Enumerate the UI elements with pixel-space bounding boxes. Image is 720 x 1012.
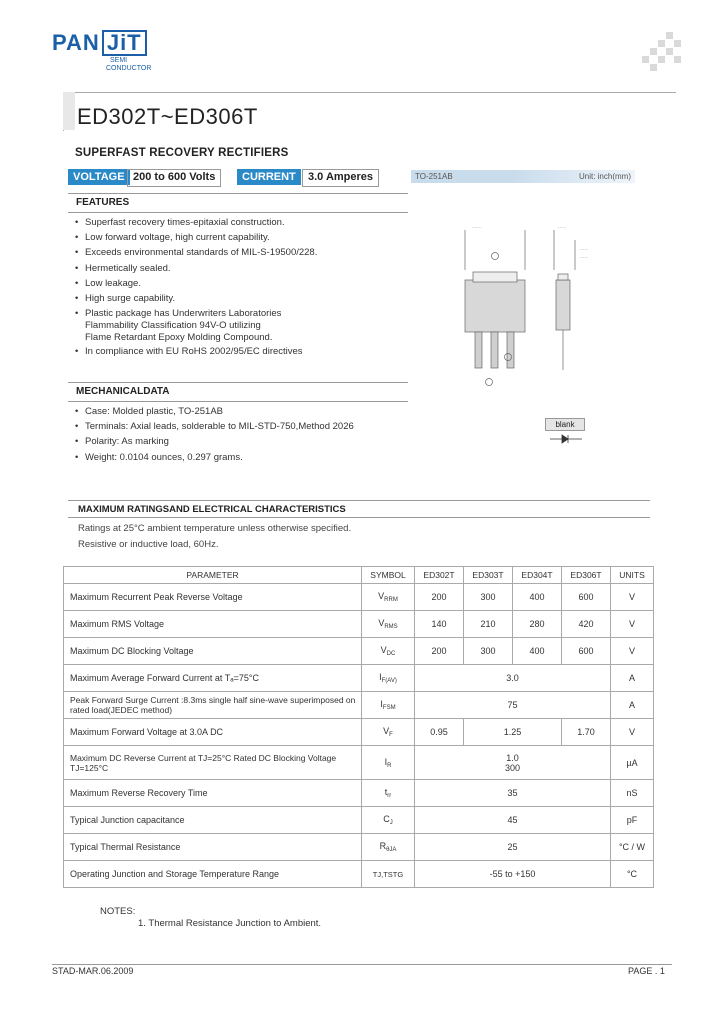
- symbol-cell: [362, 834, 415, 861]
- mech-item: • Weight: 0.0104 ounces, 0.297 grams.: [75, 450, 354, 465]
- symbol-sub: DC: [386, 651, 396, 657]
- value-cell: 400: [513, 584, 562, 611]
- value-cell: 1.25: [464, 719, 562, 746]
- value-cell: 300: [464, 638, 513, 665]
- logo-sub-conductor: CONDUCTOR: [106, 65, 152, 72]
- param-cell: Operating Junction and Storage Temperature Range: [64, 861, 362, 888]
- value-cell: 200: [415, 638, 464, 665]
- table-row: [64, 584, 654, 611]
- symbol-text: TJ,TSTG: [372, 869, 404, 879]
- param-cell: Maximum Reverse Recovery Time: [64, 780, 362, 807]
- symbol-sub: RMS: [384, 624, 398, 630]
- feature-item: • Low leakage.: [75, 276, 317, 291]
- svg-text:.......: .......: [472, 224, 482, 230]
- mech-item: • Case: Molded plastic, TO-251AB: [75, 404, 354, 419]
- unit-cell: A: [611, 692, 654, 719]
- ratings-note-1: Ratings at 25°C ambient temperature unless otherwise specified.: [78, 523, 352, 534]
- symbol-cell: [362, 584, 415, 611]
- features-list: [75, 215, 317, 359]
- value-cell: 140: [415, 611, 464, 638]
- merged-value-cell: -55 to +150: [415, 861, 611, 888]
- ratings-heading: MAXIMUM RATINGSAND ELECTRICAL CHARACTERISTICS: [78, 504, 346, 515]
- feature-item: • High surge capability.: [75, 291, 317, 306]
- symbol-sub: F(AV): [381, 678, 397, 684]
- ratings-note-2: Resistive or inductive load, 60Hz.: [78, 539, 219, 550]
- param-cell: Peak Forward Surge Current :8.3ms single half sine-wave superimposed on rated load(JEDEC method): [64, 692, 362, 719]
- param-cell: Typical Junction capacitance: [64, 807, 362, 834]
- panjit-logo: [52, 30, 147, 56]
- table-row: [64, 692, 654, 719]
- feature-item: • Superfast recovery times-epitaxial construction.: [75, 215, 317, 230]
- value-cell: 280: [513, 611, 562, 638]
- table-row: [64, 746, 654, 780]
- value-cell: 600: [562, 638, 611, 665]
- features-heading: FEATURES: [76, 197, 130, 208]
- marking-label: blank: [545, 418, 585, 431]
- symbol-text: t: [384, 787, 388, 797]
- symbol-text: V: [378, 618, 385, 628]
- symbol-sub: F: [389, 732, 393, 738]
- feature-item: • Exceeds environmental standards of MIL-S-19500/228.: [75, 245, 317, 260]
- symbol-text: I: [380, 699, 383, 709]
- ir-125c: 300: [504, 762, 521, 773]
- unit-cell: A: [611, 665, 654, 692]
- merged-value-cell: 3.0: [415, 665, 611, 692]
- merged-value-cell: [415, 746, 611, 780]
- table-row: [64, 665, 654, 692]
- current-value: 3.0 Amperes: [302, 169, 379, 187]
- package-unit: Unit: inch(mm): [578, 172, 631, 181]
- subtitle: SUPERFAST RECOVERY RECTIFIERS: [75, 147, 289, 159]
- ratings-heading-bar: [68, 500, 650, 518]
- unit-cell: V: [611, 611, 654, 638]
- package-outline-drawing: [440, 210, 640, 460]
- param-cell: Maximum Average Forward Current at Tₐ=75°C: [64, 665, 362, 692]
- ratings-table: [63, 566, 654, 888]
- value-cell: 210: [464, 611, 513, 638]
- param-cell: Maximum DC Reverse Current at TJ=25°C Rated DC Blocking Voltage TJ=125°C: [64, 746, 362, 780]
- col-parameter: PARAMETER: [64, 567, 362, 584]
- voltage-label: VOLTAGE: [68, 169, 130, 185]
- package-name: TO-251AB: [415, 172, 453, 181]
- symbol-sub: rr: [387, 793, 392, 799]
- col-ed302t: ED302T: [415, 567, 464, 584]
- symbol-cell: [362, 807, 415, 834]
- symbol-text: V: [383, 726, 390, 736]
- svg-text:......: ......: [558, 224, 567, 230]
- mech-heading: MECHANICALDATA: [76, 386, 170, 397]
- table-row: [64, 807, 654, 834]
- symbol-cell: [362, 861, 415, 888]
- note-item: 1. Thermal Resistance Junction to Ambient.: [138, 918, 322, 929]
- param-cell: Maximum Recurrent Peak Reverse Voltage: [64, 584, 362, 611]
- unit-cell: pF: [611, 807, 654, 834]
- footer-date: STAD-MAR.06.2009: [52, 966, 134, 976]
- merged-value-cell: 45: [415, 807, 611, 834]
- current-label: CURRENT: [237, 169, 301, 185]
- merged-value-cell: 25: [415, 834, 611, 861]
- value-cell: 1.70: [562, 719, 611, 746]
- table-row: [64, 719, 654, 746]
- value-cell: 400: [513, 638, 562, 665]
- table-row: [64, 611, 654, 638]
- symbol-sub: θJA: [386, 847, 397, 853]
- symbol-text: I: [384, 756, 388, 767]
- mech-item: • Terminals: Axial leads, solderable to MIL-STD-750,Method 2026: [75, 419, 354, 434]
- table-row: [64, 780, 654, 807]
- logo-sub-semi: SEMI: [110, 57, 128, 64]
- col-symbol: SYMBOL: [362, 567, 415, 584]
- logo-pan-text: PAN: [52, 30, 100, 55]
- symbol-text: R: [379, 841, 387, 851]
- table-row: [64, 861, 654, 888]
- value-cell: 420: [562, 611, 611, 638]
- col-ed303t: ED303T: [464, 567, 513, 584]
- param-cell: Maximum RMS Voltage: [64, 611, 362, 638]
- feature-item: • Low forward voltage, high current capability.: [75, 230, 317, 245]
- unit-cell: nS: [611, 780, 654, 807]
- page-title: ED302T~ED306T: [77, 104, 258, 129]
- symbol-text: V: [378, 591, 385, 601]
- table-row: [64, 638, 654, 665]
- ir-25c: 1.0: [506, 752, 519, 763]
- symbol-cell: [362, 719, 415, 746]
- symbol-text: I: [379, 672, 382, 682]
- logo-jit-text: JiT: [102, 30, 147, 56]
- symbol-cell: [362, 611, 415, 638]
- col-units: UNITS: [611, 567, 654, 584]
- feature-item: • In compliance with EU RoHS 2002/95/EC directives: [75, 344, 317, 359]
- col-ed306t: ED306T: [562, 567, 611, 584]
- symbol-text: V: [380, 645, 387, 655]
- symbol-cell: [362, 780, 415, 807]
- title-tab: [63, 92, 75, 130]
- unit-cell: °C / W: [611, 834, 654, 861]
- footer-divider: [52, 964, 672, 965]
- features-heading-bar: [68, 193, 408, 213]
- symbol-sub: RRM: [384, 597, 398, 603]
- value-cell: 300: [464, 584, 513, 611]
- decorative-squares-icon: [642, 32, 682, 72]
- symbol-cell: [362, 692, 415, 719]
- mech-heading-bar: [68, 382, 408, 402]
- table-row: [64, 834, 654, 861]
- symbol-sub: R: [387, 762, 392, 769]
- symbol-text: C: [383, 814, 390, 824]
- symbol-cell: [362, 665, 415, 692]
- unit-cell: V: [611, 584, 654, 611]
- feature-plastic-1: Plastic package has Underwriters Laboratories: [85, 308, 282, 320]
- logo-subtitle: [106, 57, 151, 73]
- mech-list: [75, 404, 354, 465]
- notes-heading: NOTES:: [100, 906, 136, 917]
- col-ed304t: ED304T: [513, 567, 562, 584]
- feature-plastic-2: Flammability Classification 94V-O utilizing: [85, 320, 261, 332]
- unit-cell: V: [611, 638, 654, 665]
- param-cell: Typical Thermal Resistance: [64, 834, 362, 861]
- package-bar: [411, 170, 635, 183]
- symbol-cell: [362, 638, 415, 665]
- unit-cell: °C: [611, 861, 654, 888]
- table-header-row: [64, 567, 654, 584]
- diode-symbol-icon: [548, 432, 584, 446]
- value-cell: 0.95: [415, 719, 464, 746]
- svg-text:......: ......: [580, 254, 589, 260]
- unit-cell: µA: [611, 746, 654, 780]
- voltage-value: 200 to 600 Volts: [127, 169, 221, 187]
- merged-value-cell: 75: [415, 692, 611, 719]
- symbol-cell: [362, 746, 415, 780]
- footer-page: PAGE . 1: [628, 966, 665, 976]
- value-cell: 200: [415, 584, 464, 611]
- unit-cell: V: [611, 719, 654, 746]
- param-cell: Maximum DC Blocking Voltage: [64, 638, 362, 665]
- symbol-sub: J: [389, 820, 393, 826]
- param-cell: Maximum Forward Voltage at 3.0A DC: [64, 719, 362, 746]
- feature-plastic-3: Flame Retardant Epoxy Molding Compound.: [85, 332, 273, 344]
- svg-text:......: ......: [580, 246, 589, 252]
- value-cell: 600: [562, 584, 611, 611]
- feature-item-plastic: [75, 306, 317, 344]
- merged-value-cell: 35: [415, 780, 611, 807]
- mech-item: • Polarity: As marking: [75, 434, 354, 449]
- symbol-sub: FSM: [382, 705, 396, 711]
- feature-item: • Hermetically sealed.: [75, 261, 317, 276]
